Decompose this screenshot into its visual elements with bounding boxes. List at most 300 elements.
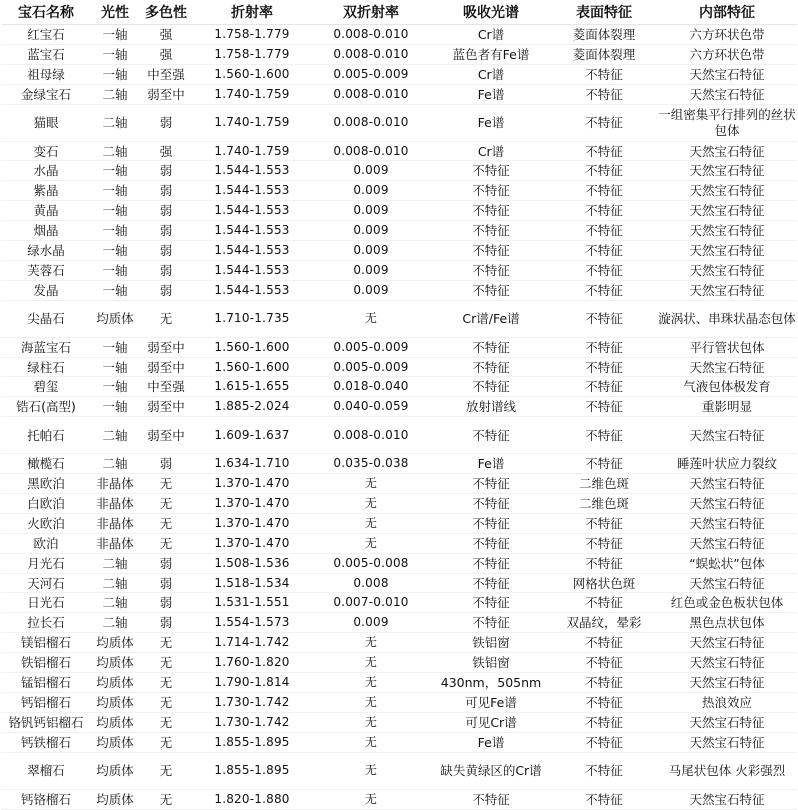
inner-feature-cell: 天然宝石特征 <box>657 64 797 84</box>
birefringence-cell: 0.009 <box>311 280 431 300</box>
refractive-index-cell: 1.370-1.470 <box>193 494 311 514</box>
optic-cell: 均质体 <box>91 673 139 693</box>
inner-feature-cell: 天然宝石特征 <box>657 201 797 221</box>
absorption-spectrum-cell: 不特征 <box>431 789 551 809</box>
absorption-spectrum-cell: 不特征 <box>431 553 551 573</box>
col-header-absorption-spectrum: 吸收光谱 <box>431 0 551 25</box>
absorption-spectrum-cell: Cr谱 <box>431 141 551 161</box>
gem-name-cell: 蓝宝石 <box>1 44 91 64</box>
optic-cell: 二轴 <box>91 613 139 633</box>
gem-name-cell: 水晶 <box>1 161 91 181</box>
surface-feature-cell: 不特征 <box>551 712 657 732</box>
table-row <box>1 454 797 474</box>
gem-name-cell: 黑欧泊 <box>1 474 91 494</box>
optic-cell: 一轴 <box>91 161 139 181</box>
pleochroism-cell: 弱 <box>139 613 193 633</box>
inner-feature-cell: 天然宝石特征 <box>657 653 797 673</box>
gem-name-cell: 铁铝榴石 <box>1 653 91 673</box>
inner-feature-cell: 天然宝石特征 <box>657 789 797 809</box>
refractive-index-cell: 1.758-1.779 <box>193 44 311 64</box>
optic-cell: 非晶体 <box>91 494 139 514</box>
pleochroism-cell: 无 <box>139 300 193 337</box>
table-row <box>1 44 797 64</box>
absorption-spectrum-cell: 不特征 <box>431 161 551 181</box>
optic-cell: 一轴 <box>91 280 139 300</box>
optic-cell: 均质体 <box>91 300 139 337</box>
optic-cell: 一轴 <box>91 260 139 280</box>
col-header-pleochroism: 多色性 <box>139 0 193 25</box>
absorption-spectrum-cell: 可见Fe谱 <box>431 692 551 712</box>
inner-feature-cell: 天然宝石特征 <box>657 533 797 553</box>
inner-feature-cell: 天然宝石特征 <box>657 161 797 181</box>
gem-name-cell: 绿柱石 <box>1 357 91 377</box>
surface-feature-cell: 菱面体裂理 <box>551 44 657 64</box>
pleochroism-cell: 弱 <box>139 454 193 474</box>
absorption-spectrum-cell: Fe谱 <box>431 454 551 474</box>
table-row <box>1 692 797 712</box>
surface-feature-cell: 不特征 <box>551 593 657 613</box>
surface-feature-cell: 不特征 <box>551 454 657 474</box>
birefringence-cell: 0.035-0.038 <box>311 454 431 474</box>
refractive-index-cell: 1.554-1.573 <box>193 613 311 633</box>
birefringence-cell: 0.005-0.008 <box>311 553 431 573</box>
pleochroism-cell: 强 <box>139 141 193 161</box>
surface-feature-cell: 不特征 <box>551 789 657 809</box>
absorption-spectrum-cell: 不特征 <box>431 201 551 221</box>
optic-cell: 均质体 <box>91 692 139 712</box>
pleochroism-cell: 无 <box>139 789 193 809</box>
table-row <box>1 201 797 221</box>
inner-feature-cell: 天然宝石特征 <box>657 181 797 201</box>
inner-feature-cell: 天然宝石特征 <box>657 141 797 161</box>
refractive-index-cell: 1.710-1.735 <box>193 300 311 337</box>
inner-feature-cell: 天然宝石特征 <box>657 357 797 377</box>
header-row <box>1 0 797 25</box>
pleochroism-cell: 无 <box>139 533 193 553</box>
inner-feature-cell: 天然宝石特征 <box>657 280 797 300</box>
table-row <box>1 300 797 337</box>
refractive-index-cell: 1.544-1.553 <box>193 161 311 181</box>
table-row <box>1 533 797 553</box>
gem-name-cell: 日光石 <box>1 593 91 613</box>
surface-feature-cell: 不特征 <box>551 201 657 221</box>
optic-cell: 二轴 <box>91 593 139 613</box>
refractive-index-cell: 1.370-1.470 <box>193 513 311 533</box>
pleochroism-cell: 弱 <box>139 573 193 593</box>
table-row <box>1 181 797 201</box>
surface-feature-cell: 不特征 <box>551 397 657 417</box>
refractive-index-cell: 1.544-1.553 <box>193 241 311 261</box>
gem-name-cell: 变石 <box>1 141 91 161</box>
birefringence-cell: 0.008-0.010 <box>311 104 431 141</box>
gemstone-properties-table <box>1 0 797 810</box>
absorption-spectrum-cell: 不特征 <box>431 260 551 280</box>
col-header-name: 宝石名称 <box>1 0 91 25</box>
surface-feature-cell: 不特征 <box>551 377 657 397</box>
table-row <box>1 221 797 241</box>
gem-name-cell: 月光石 <box>1 553 91 573</box>
absorption-spectrum-cell: 不特征 <box>431 494 551 514</box>
inner-feature-cell: 气液包体极发育 <box>657 377 797 397</box>
inner-feature-cell: 天然宝石特征 <box>657 474 797 494</box>
gem-name-cell: 发晶 <box>1 280 91 300</box>
table-row <box>1 337 797 357</box>
optic-cell: 非晶体 <box>91 474 139 494</box>
surface-feature-cell: 二维色斑 <box>551 474 657 494</box>
table-row <box>1 513 797 533</box>
optic-cell: 一轴 <box>91 397 139 417</box>
table-row <box>1 241 797 261</box>
table-row <box>1 84 797 104</box>
pleochroism-cell: 弱至中 <box>139 84 193 104</box>
surface-feature-cell: 不特征 <box>551 161 657 181</box>
table-row <box>1 141 797 161</box>
refractive-index-cell: 1.544-1.553 <box>193 280 311 300</box>
table-row <box>1 732 797 752</box>
pleochroism-cell: 中至强 <box>139 64 193 84</box>
absorption-spectrum-cell: 不特征 <box>431 513 551 533</box>
absorption-spectrum-cell: 铁铝窗 <box>431 633 551 653</box>
inner-feature-cell: 天然宝石特征 <box>657 573 797 593</box>
table-row <box>1 494 797 514</box>
table-row <box>1 25 797 45</box>
gem-name-cell: 锰铝榴石 <box>1 673 91 693</box>
birefringence-cell: 0.008-0.010 <box>311 44 431 64</box>
surface-feature-cell: 不特征 <box>551 141 657 161</box>
gem-name-cell: 猫眼 <box>1 104 91 141</box>
absorption-spectrum-cell: 不特征 <box>431 280 551 300</box>
surface-feature-cell: 网格状色斑 <box>551 573 657 593</box>
optic-cell: 一轴 <box>91 241 139 261</box>
gem-name-cell: 金绿宝石 <box>1 84 91 104</box>
birefringence-cell: 0.009 <box>311 181 431 201</box>
absorption-spectrum-cell: 430nm，505nm <box>431 673 551 693</box>
refractive-index-cell: 1.560-1.600 <box>193 357 311 377</box>
birefringence-cell: 无 <box>311 300 431 337</box>
gem-name-cell: 红宝石 <box>1 25 91 45</box>
pleochroism-cell: 弱 <box>139 241 193 261</box>
absorption-spectrum-cell: 铁铝窗 <box>431 653 551 673</box>
pleochroism-cell: 无 <box>139 673 193 693</box>
refractive-index-cell: 1.740-1.759 <box>193 141 311 161</box>
refractive-index-cell: 1.634-1.710 <box>193 454 311 474</box>
surface-feature-cell: 不特征 <box>551 181 657 201</box>
optic-cell: 均质体 <box>91 712 139 732</box>
gem-name-cell: 白欧泊 <box>1 494 91 514</box>
refractive-index-cell: 1.560-1.600 <box>193 337 311 357</box>
absorption-spectrum-cell: 可见Cr谱 <box>431 712 551 732</box>
birefringence-cell: 无 <box>311 533 431 553</box>
col-header-surface-features: 表面特征 <box>551 0 657 25</box>
birefringence-cell: 无 <box>311 474 431 494</box>
inner-feature-cell: 天然宝石特征 <box>657 673 797 693</box>
optic-cell: 一轴 <box>91 377 139 397</box>
optic-cell: 一轴 <box>91 357 139 377</box>
surface-feature-cell: 不特征 <box>551 732 657 752</box>
absorption-spectrum-cell: Cr谱 <box>431 64 551 84</box>
refractive-index-cell: 1.885-2.024 <box>193 397 311 417</box>
inner-feature-cell: 平行管状包体 <box>657 337 797 357</box>
pleochroism-cell: 无 <box>139 712 193 732</box>
optic-cell: 一轴 <box>91 181 139 201</box>
birefringence-cell: 无 <box>311 752 431 789</box>
gem-name-cell: 祖母绿 <box>1 64 91 84</box>
pleochroism-cell: 无 <box>139 653 193 673</box>
inner-feature-cell: 漩涡状、串珠状晶态包体 <box>657 300 797 337</box>
optic-cell: 均质体 <box>91 789 139 809</box>
pleochroism-cell: 弱 <box>139 104 193 141</box>
gem-name-cell: 翠榴石 <box>1 752 91 789</box>
birefringence-cell: 0.005-0.009 <box>311 337 431 357</box>
optic-cell: 一轴 <box>91 201 139 221</box>
refractive-index-cell: 1.544-1.553 <box>193 221 311 241</box>
absorption-spectrum-cell: 不特征 <box>431 474 551 494</box>
birefringence-cell: 0.005-0.009 <box>311 357 431 377</box>
pleochroism-cell: 无 <box>139 513 193 533</box>
table-row <box>1 377 797 397</box>
gem-name-cell: 烟晶 <box>1 221 91 241</box>
optic-cell: 二轴 <box>91 417 139 454</box>
gem-name-cell: 钙铁榴石 <box>1 732 91 752</box>
refractive-index-cell: 1.855-1.895 <box>193 752 311 789</box>
surface-feature-cell: 不特征 <box>551 533 657 553</box>
surface-feature-cell: 二维色斑 <box>551 494 657 514</box>
refractive-index-cell: 1.508-1.536 <box>193 553 311 573</box>
birefringence-cell: 0.009 <box>311 260 431 280</box>
birefringence-cell: 无 <box>311 494 431 514</box>
gem-name-cell: 托帕石 <box>1 417 91 454</box>
surface-feature-cell: 不特征 <box>551 241 657 261</box>
pleochroism-cell: 无 <box>139 752 193 789</box>
absorption-spectrum-cell: 不特征 <box>431 573 551 593</box>
refractive-index-cell: 1.544-1.553 <box>193 181 311 201</box>
birefringence-cell: 0.009 <box>311 241 431 261</box>
gem-name-cell: 铬钒钙铝榴石 <box>1 712 91 732</box>
gem-name-cell: 芙蓉石 <box>1 260 91 280</box>
optic-cell: 一轴 <box>91 221 139 241</box>
birefringence-cell: 无 <box>311 633 431 653</box>
refractive-index-cell: 1.760-1.820 <box>193 653 311 673</box>
absorption-spectrum-cell: 不特征 <box>431 337 551 357</box>
table-row <box>1 613 797 633</box>
birefringence-cell: 无 <box>311 732 431 752</box>
refractive-index-cell: 1.790-1.814 <box>193 673 311 693</box>
gem-name-cell: 拉长石 <box>1 613 91 633</box>
table-row <box>1 789 797 809</box>
gem-name-cell: 紫晶 <box>1 181 91 201</box>
gem-name-cell: 钙铬榴石 <box>1 789 91 809</box>
surface-feature-cell: 双晶纹，晕彩 <box>551 613 657 633</box>
table-row <box>1 417 797 454</box>
col-header-inner-features: 内部特征 <box>657 0 797 25</box>
col-header-optic: 光性 <box>91 0 139 25</box>
table-row <box>1 104 797 141</box>
table-row <box>1 280 797 300</box>
absorption-spectrum-cell: 不特征 <box>431 533 551 553</box>
inner-feature-cell: 天然宝石特征 <box>657 84 797 104</box>
optic-cell: 二轴 <box>91 84 139 104</box>
inner-feature-cell: “蜈蚣状”包体 <box>657 553 797 573</box>
birefringence-cell: 0.009 <box>311 221 431 241</box>
table-row <box>1 64 797 84</box>
pleochroism-cell: 无 <box>139 494 193 514</box>
gem-name-cell: 橄榄石 <box>1 454 91 474</box>
birefringence-cell: 0.007-0.010 <box>311 593 431 613</box>
birefringence-cell: 无 <box>311 712 431 732</box>
pleochroism-cell: 强 <box>139 44 193 64</box>
gem-name-cell: 碧玺 <box>1 377 91 397</box>
optic-cell: 二轴 <box>91 553 139 573</box>
optic-cell: 均质体 <box>91 653 139 673</box>
table-row <box>1 653 797 673</box>
birefringence-cell: 无 <box>311 789 431 809</box>
absorption-spectrum-cell: 不特征 <box>431 241 551 261</box>
optic-cell: 二轴 <box>91 141 139 161</box>
refractive-index-cell: 1.544-1.553 <box>193 260 311 280</box>
pleochroism-cell: 弱 <box>139 593 193 613</box>
optic-cell: 均质体 <box>91 732 139 752</box>
gem-name-cell: 钙铝榴石 <box>1 692 91 712</box>
absorption-spectrum-cell: 缺失黄绿区的Cr谱 <box>431 752 551 789</box>
surface-feature-cell: 不特征 <box>551 692 657 712</box>
pleochroism-cell: 无 <box>139 474 193 494</box>
absorption-spectrum-cell: Fe谱 <box>431 732 551 752</box>
refractive-index-cell: 1.740-1.759 <box>193 104 311 141</box>
optic-cell: 一轴 <box>91 337 139 357</box>
refractive-index-cell: 1.370-1.470 <box>193 533 311 553</box>
inner-feature-cell: 一组密集平行排列的丝状包体 <box>657 104 797 141</box>
optic-cell: 一轴 <box>91 64 139 84</box>
refractive-index-cell: 1.855-1.895 <box>193 732 311 752</box>
table-body <box>1 25 797 810</box>
pleochroism-cell: 弱 <box>139 280 193 300</box>
refractive-index-cell: 1.758-1.779 <box>193 25 311 45</box>
absorption-spectrum-cell: 放射谱线 <box>431 397 551 417</box>
pleochroism-cell: 弱至中 <box>139 357 193 377</box>
inner-feature-cell: 热浪效应 <box>657 692 797 712</box>
pleochroism-cell: 弱至中 <box>139 397 193 417</box>
table-row <box>1 357 797 377</box>
optic-cell: 均质体 <box>91 752 139 789</box>
surface-feature-cell: 不特征 <box>551 513 657 533</box>
pleochroism-cell: 弱至中 <box>139 337 193 357</box>
surface-feature-cell: 不特征 <box>551 357 657 377</box>
absorption-spectrum-cell: Cr谱 <box>431 25 551 45</box>
absorption-spectrum-cell: 不特征 <box>431 221 551 241</box>
refractive-index-cell: 1.560-1.600 <box>193 64 311 84</box>
birefringence-cell: 0.018-0.040 <box>311 377 431 397</box>
absorption-spectrum-cell: 不特征 <box>431 593 551 613</box>
absorption-spectrum-cell: Fe谱 <box>431 84 551 104</box>
absorption-spectrum-cell: 不特征 <box>431 181 551 201</box>
birefringence-cell: 无 <box>311 673 431 693</box>
surface-feature-cell: 不特征 <box>551 653 657 673</box>
inner-feature-cell: 马尾状包体 火彩强烈 <box>657 752 797 789</box>
inner-feature-cell: 天然宝石特征 <box>657 417 797 454</box>
refractive-index-cell: 1.531-1.551 <box>193 593 311 613</box>
inner-feature-cell: 天然宝石特征 <box>657 260 797 280</box>
inner-feature-cell: 六方环状色带 <box>657 44 797 64</box>
refractive-index-cell: 1.370-1.470 <box>193 474 311 494</box>
gem-name-cell: 锆石(高型) <box>1 397 91 417</box>
inner-feature-cell: 天然宝石特征 <box>657 712 797 732</box>
table-row <box>1 573 797 593</box>
gem-name-cell: 黄晶 <box>1 201 91 221</box>
pleochroism-cell: 弱 <box>139 161 193 181</box>
surface-feature-cell: 不特征 <box>551 84 657 104</box>
optic-cell: 二轴 <box>91 104 139 141</box>
pleochroism-cell: 弱 <box>139 553 193 573</box>
table-row <box>1 161 797 181</box>
inner-feature-cell: 天然宝石特征 <box>657 221 797 241</box>
table-row <box>1 260 797 280</box>
inner-feature-cell: 六方环状色带 <box>657 25 797 45</box>
table-row <box>1 474 797 494</box>
surface-feature-cell: 不特征 <box>551 64 657 84</box>
gem-name-cell: 尖晶石 <box>1 300 91 337</box>
gem-name-cell: 火欧泊 <box>1 513 91 533</box>
optic-cell: 二轴 <box>91 573 139 593</box>
surface-feature-cell: 不特征 <box>551 553 657 573</box>
inner-feature-cell: 天然宝石特征 <box>657 241 797 261</box>
inner-feature-cell: 黑色点状包体 <box>657 613 797 633</box>
birefringence-cell: 0.005-0.009 <box>311 64 431 84</box>
optic-cell: 非晶体 <box>91 533 139 553</box>
optic-cell: 一轴 <box>91 44 139 64</box>
refractive-index-cell: 1.730-1.742 <box>193 692 311 712</box>
refractive-index-cell: 1.518-1.534 <box>193 573 311 593</box>
absorption-spectrum-cell: Fe谱 <box>431 104 551 141</box>
pleochroism-cell: 中至强 <box>139 377 193 397</box>
birefringence-cell: 0.040-0.059 <box>311 397 431 417</box>
surface-feature-cell: 不特征 <box>551 337 657 357</box>
inner-feature-cell: 天然宝石特征 <box>657 732 797 752</box>
refractive-index-cell: 1.740-1.759 <box>193 84 311 104</box>
birefringence-cell: 0.008-0.010 <box>311 84 431 104</box>
surface-feature-cell: 不特征 <box>551 260 657 280</box>
surface-feature-cell: 不特征 <box>551 417 657 454</box>
absorption-spectrum-cell: 不特征 <box>431 417 551 454</box>
inner-feature-cell: 天然宝石特征 <box>657 494 797 514</box>
absorption-spectrum-cell: 不特征 <box>431 377 551 397</box>
col-header-birefringence: 双折射率 <box>311 0 431 25</box>
absorption-spectrum-cell: 不特征 <box>431 357 551 377</box>
table-row <box>1 633 797 653</box>
refractive-index-cell: 1.820-1.880 <box>193 789 311 809</box>
table-row <box>1 593 797 613</box>
inner-feature-cell: 天然宝石特征 <box>657 633 797 653</box>
birefringence-cell: 0.008-0.010 <box>311 141 431 161</box>
pleochroism-cell: 强 <box>139 25 193 45</box>
birefringence-cell: 0.008-0.010 <box>311 417 431 454</box>
surface-feature-cell: 菱面体裂理 <box>551 25 657 45</box>
gem-name-cell: 镁铝榴石 <box>1 633 91 653</box>
refractive-index-cell: 1.714-1.742 <box>193 633 311 653</box>
inner-feature-cell: 天然宝石特征 <box>657 513 797 533</box>
surface-feature-cell: 不特征 <box>551 752 657 789</box>
table-row <box>1 752 797 789</box>
inner-feature-cell: 红色或金色板状包体 <box>657 593 797 613</box>
surface-feature-cell: 不特征 <box>551 300 657 337</box>
pleochroism-cell: 弱至中 <box>139 417 193 454</box>
inner-feature-cell: 睡莲叶状应力裂纹 <box>657 454 797 474</box>
table-row <box>1 712 797 732</box>
birefringence-cell: 0.008-0.010 <box>311 25 431 45</box>
birefringence-cell: 0.009 <box>311 613 431 633</box>
refractive-index-cell: 1.615-1.655 <box>193 377 311 397</box>
surface-feature-cell: 不特征 <box>551 221 657 241</box>
optic-cell: 一轴 <box>91 25 139 45</box>
